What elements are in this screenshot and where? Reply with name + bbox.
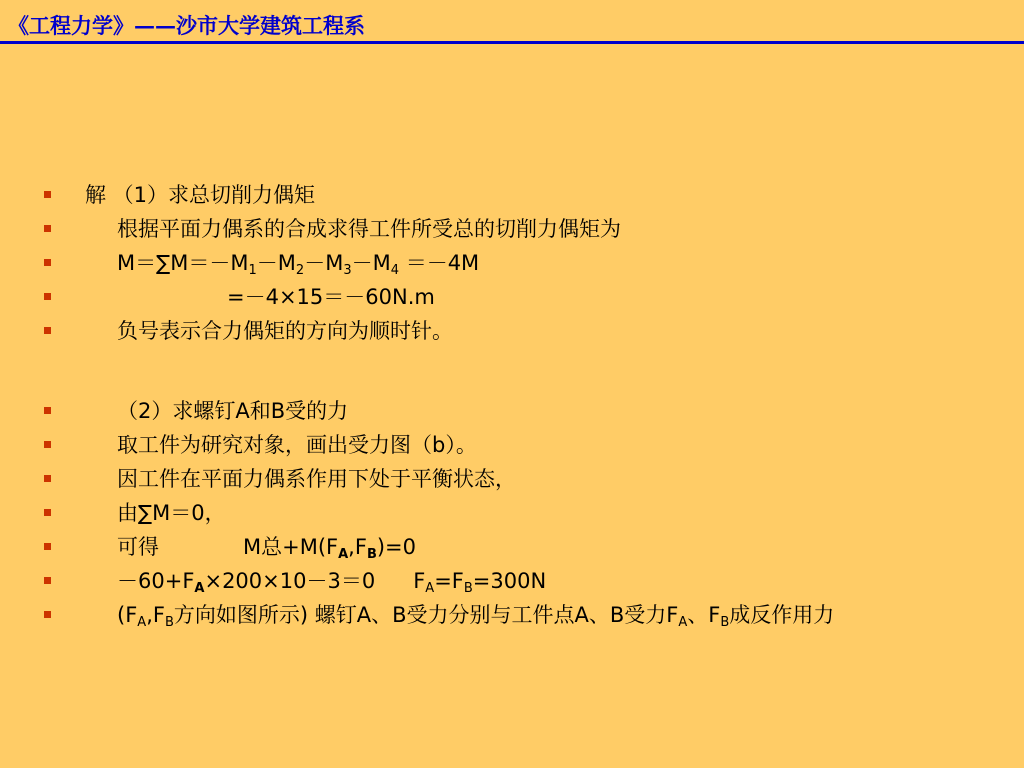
- bullet-marker: [44, 475, 51, 482]
- bullet-line-10: [44, 530, 984, 564]
- bullet-marker: [44, 509, 51, 516]
- force-result-equation: $-60+F_A\times 200\times 10-3=0$ $F_A=F_B=300N$: [117, 569, 547, 596]
- bullet-line-11: [44, 564, 984, 598]
- bullet-marker: [44, 441, 51, 448]
- bullet-marker: [44, 543, 51, 550]
- equilibrium-equation: 可得 M总$+M(F_A,F_B)=0$: [117, 535, 417, 562]
- bullet-marker: [44, 191, 51, 198]
- bullet-marker: [44, 225, 51, 232]
- bullet-line-8: 因工件在平面力偶系作用下处于平衡状态，: [44, 462, 984, 496]
- bullet-line-9: 由∑M＝0，: [44, 496, 984, 530]
- section-gap: [44, 348, 984, 394]
- bullet-line-5: 负号表示合力偶矩的方向为顺时针。: [44, 314, 984, 348]
- bullet-marker: [44, 611, 51, 618]
- bullet-marker: [44, 293, 51, 300]
- bullet-line-1: 解 （1）求总切削力偶矩: [44, 178, 984, 212]
- slide-header: [0, 0, 1024, 44]
- bullet-line-2: 根据平面力偶系的合成求得工件所受总的切削力偶矩为: [44, 212, 984, 246]
- bullet-line-4: =－4×15＝－60N.m: [44, 280, 984, 314]
- bullet-line-12: ($F_A,F_B$方向如图所示) 螺钉A、B受力分别与工件点A、B受力$F_A$、$F_B$成反作用力: [44, 598, 984, 636]
- bullet-marker: [44, 259, 51, 266]
- bullet-line-6: （2）求螺钉A和B受的力: [44, 394, 984, 428]
- header-title: 《工程力学》——沙市大学建筑工程系: [8, 13, 365, 38]
- bullet-line-3: [44, 246, 984, 280]
- header-divider: [0, 41, 1024, 44]
- bullet-line-7: 取工件为研究对象，画出受力图（b）。: [44, 428, 984, 462]
- slide-body: [44, 178, 984, 636]
- bullet-marker: [44, 407, 51, 414]
- moment-equation: $M=\sum M=-M_1-M_2-M_3-M_4 =-4M$: [117, 251, 480, 278]
- bullet-marker: [44, 577, 51, 584]
- bullet-marker: [44, 327, 51, 334]
